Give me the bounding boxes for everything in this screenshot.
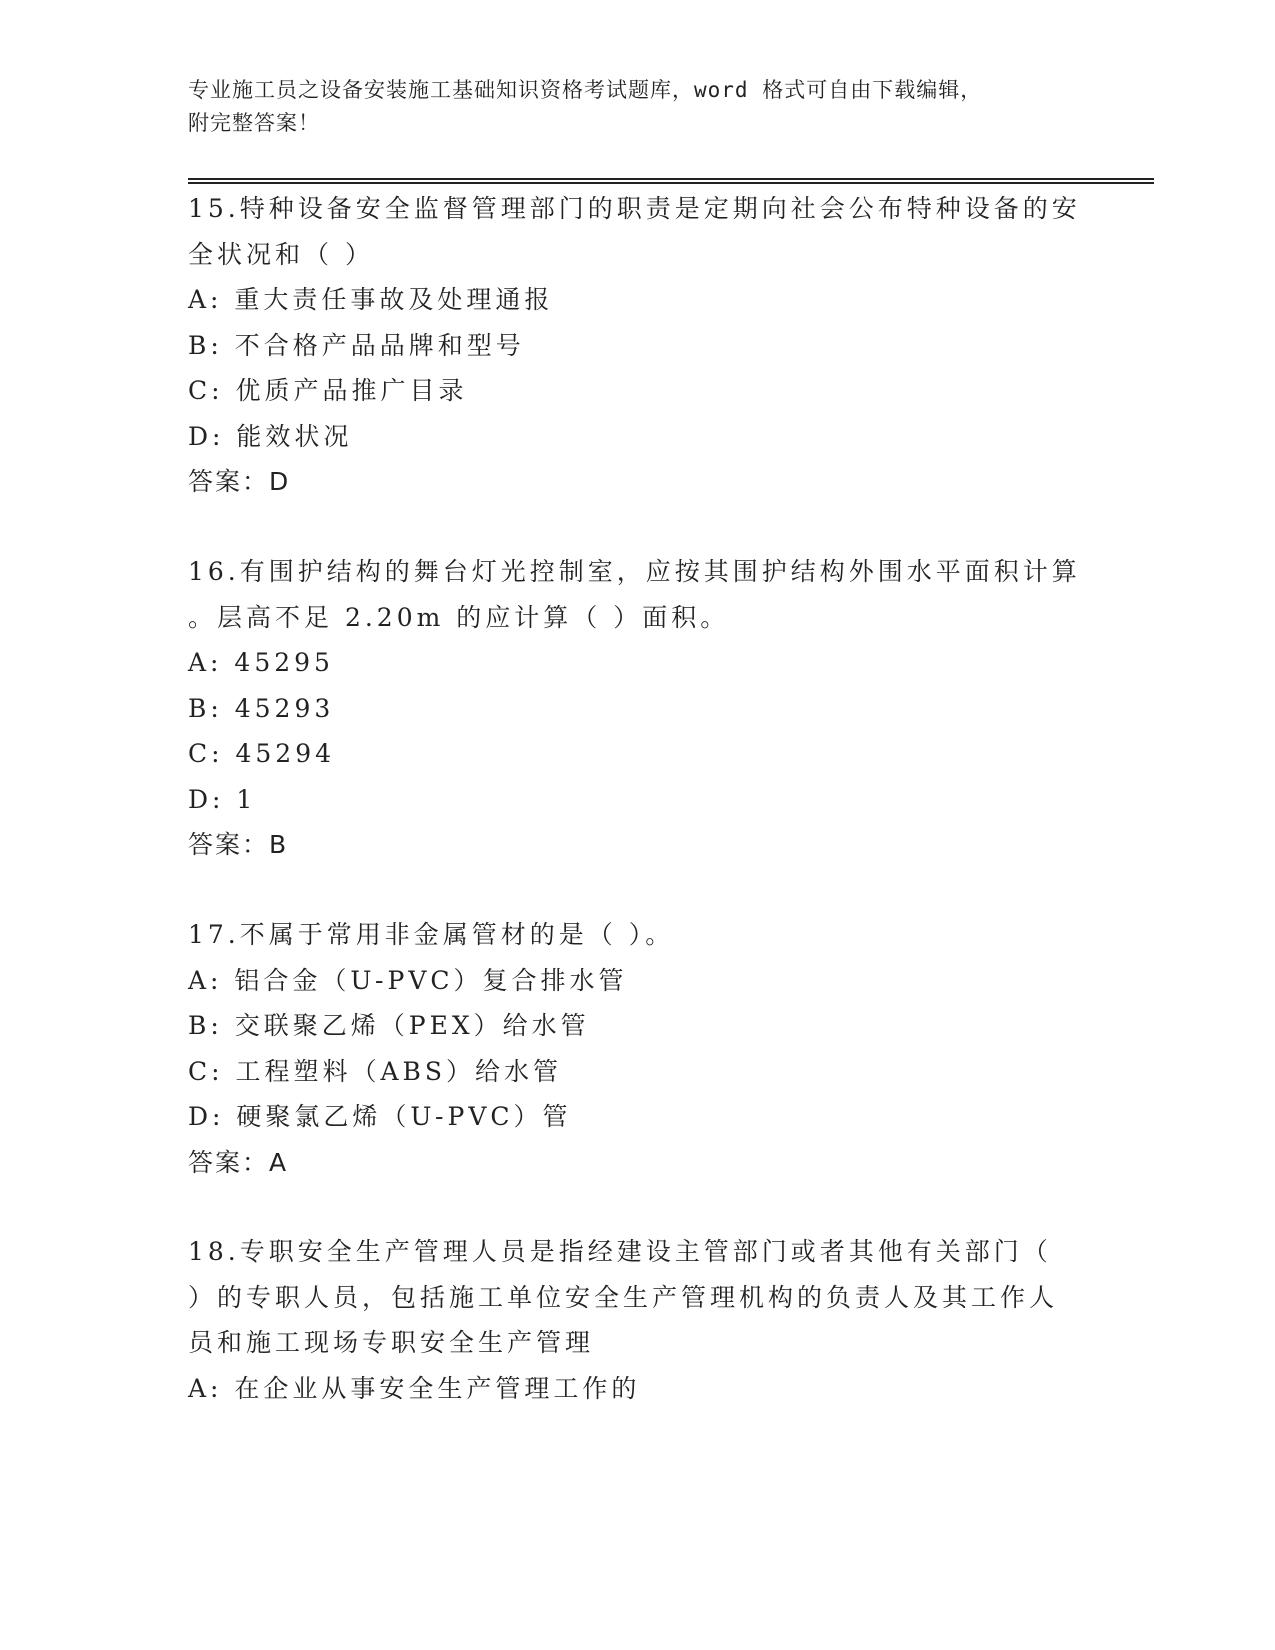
question-text-line: ）的专职人员，包括施工单位安全生产管理机构的负责人及其工作人 [188, 1282, 1059, 1312]
header-divider-top [188, 178, 1154, 180]
question-text-line: 18.专职安全生产管理人员是指经建设主管部门或者其他有关部门（ [188, 1237, 1052, 1266]
question-15 [188, 186, 1088, 505]
question-text-line: 15.特种设备安全监督管理部门的职责是定期向社会公布特种设备的安 [188, 194, 1081, 223]
answer-line: 答案：A [188, 1147, 289, 1177]
answer-line: 答案：B [188, 830, 289, 859]
header-line-1: 专业施工员之设备安装施工基础知识资格考试题库，word 格式可自由下载编辑， [188, 78, 983, 102]
question-text-line: 17.不属于常用非金属管材的是（ ）。 [188, 920, 675, 949]
option-a: A: 铝合金（U-PVC）复合排水管 [188, 965, 628, 995]
answer-line: 答案：D [188, 467, 291, 496]
option-b: B: 不合格产品品牌和型号 [188, 330, 525, 360]
question-18 [188, 1229, 1088, 1411]
option-a: A: 45295 [188, 648, 334, 677]
question-17 [188, 912, 1088, 1185]
option-d: D: 1 [188, 784, 257, 814]
header-divider-bottom [188, 182, 1154, 184]
question-text-line: 。层高不足 2.20m 的应计算（ ）面积。 [188, 602, 730, 632]
question-16 [188, 549, 1088, 868]
document-header [188, 74, 1068, 140]
question-text-line: 员和施工现场专职安全生产管理 [188, 1328, 595, 1357]
option-a: A: 重大责任事故及处理通报 [188, 285, 554, 314]
question-text-line: 16.有围护结构的舞台灯光控制室，应按其围护结构外围水平面积计算 [188, 557, 1081, 586]
question-text-line: 全状况和（ ） [188, 239, 374, 269]
option-b: B: 交联聚乙烯（PEX）给水管 [188, 1011, 590, 1040]
option-d: D: 硬聚氯乙烯（U-PVC）管 [188, 1102, 572, 1131]
header-line-2: 附完整答案！ [188, 111, 320, 135]
option-c: C: 45294 [188, 739, 336, 768]
option-b: B: 45293 [188, 693, 335, 723]
option-c: C: 工程塑料（ABS）给水管 [188, 1056, 563, 1086]
option-c: C: 优质产品推广目录 [188, 376, 468, 405]
option-d: D: 能效状况 [188, 421, 353, 451]
option-a: A: 在企业从事安全生产管理工作的 [188, 1373, 641, 1403]
